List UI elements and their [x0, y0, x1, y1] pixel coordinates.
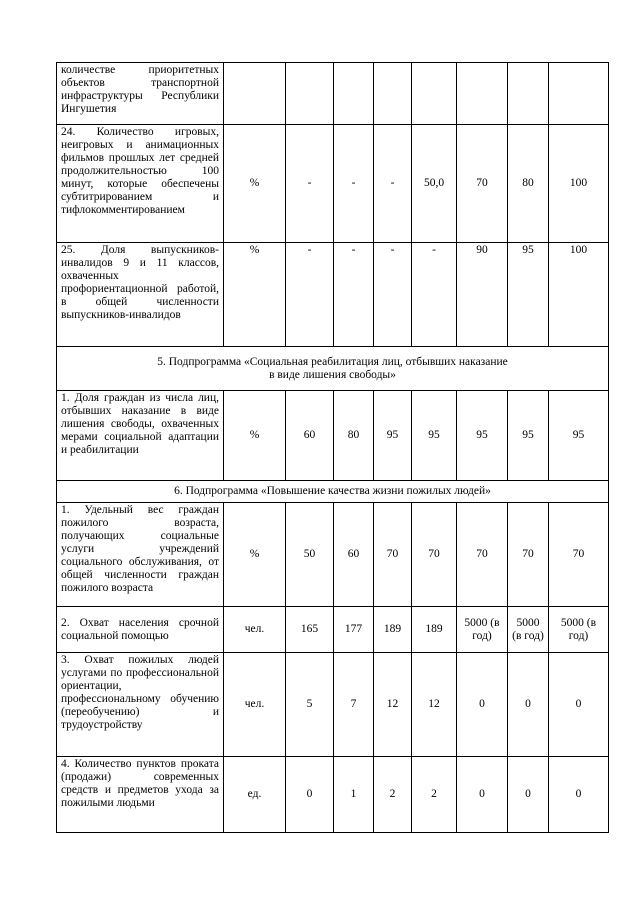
section-heading-row: [57, 347, 609, 391]
unit-cell: ед.: [224, 757, 286, 833]
table-row: [57, 63, 609, 125]
value-cell: 95: [457, 391, 508, 481]
section-6-title: 6. Подпрограмма «Повышение качества жизни пожилых людей»: [57, 481, 609, 503]
value-cell: 0: [457, 757, 508, 833]
value-cell: 0: [549, 757, 609, 833]
value-cell: [374, 63, 412, 125]
table-row: [57, 503, 609, 607]
table-row: [57, 391, 609, 481]
indicator-description: 1. Доля граждан из числа лиц, отбывших наказание в виде лишения свободы, охваченных мерами социальной адаптации и реабилитации: [57, 391, 224, 481]
unit-cell: чел.: [224, 607, 286, 653]
indicator-description: 1. Удельный вес граждан пожилого возраста, получающих социальные услуги учреждений социального обслуживания, от общей численности граждан пожилого возраста: [57, 503, 224, 607]
unit-cell: %: [224, 503, 286, 607]
table-row: [57, 607, 609, 653]
unit-cell: %: [224, 391, 286, 481]
unit-cell: %: [224, 125, 286, 243]
value-cell: -: [334, 243, 374, 347]
value-cell: [286, 63, 334, 125]
value-cell: 95: [549, 391, 609, 481]
value-cell: 60: [286, 391, 334, 481]
section-5-title: 5. Подпрограмма «Социальная реабилитация лиц, отбывших наказание в виде лишения свободы»: [57, 347, 609, 391]
value-cell: [549, 63, 609, 125]
value-cell: 2: [412, 757, 457, 833]
indicator-description: 24. Количество игровых, неигровых и анимационных фильмов прошлых лет средней продолжительностью 100 минут, которые обеспечены субтитрированием и тифлокомментированием: [57, 125, 224, 243]
value-cell: 1: [334, 757, 374, 833]
value-cell: 100: [549, 243, 609, 347]
indicator-description: 4. Количество пунктов проката (продажи) современных средств и предметов ухода за пожилыми людьми: [57, 757, 224, 833]
value-cell: 70: [412, 503, 457, 607]
value-cell: 95: [374, 391, 412, 481]
value-cell: 50: [286, 503, 334, 607]
value-cell: 100: [549, 125, 609, 243]
value-cell: 80: [508, 125, 549, 243]
value-cell: [334, 63, 374, 125]
value-cell: -: [334, 125, 374, 243]
value-cell: 90: [457, 243, 508, 347]
value-cell: -: [374, 125, 412, 243]
value-cell: 5000 (в год): [508, 607, 549, 653]
indicator-description: 3. Охват пожилых людей услугами по профессиональной ориентации, профессиональному обучению (переобучению) и трудоустройству: [57, 653, 224, 757]
value-cell: 7: [334, 653, 374, 757]
value-cell: 50,0: [412, 125, 457, 243]
value-cell: 5: [286, 653, 334, 757]
value-cell: 177: [334, 607, 374, 653]
table-row: [57, 125, 609, 243]
value-cell: 70: [549, 503, 609, 607]
value-cell: 189: [374, 607, 412, 653]
value-cell: 0: [508, 653, 549, 757]
value-cell: 70: [508, 503, 549, 607]
section-heading-row: [57, 481, 609, 503]
value-cell: 0: [286, 757, 334, 833]
value-cell: 0: [457, 653, 508, 757]
indicators-table: [56, 62, 609, 833]
value-cell: [412, 63, 457, 125]
value-cell: 0: [549, 653, 609, 757]
value-cell: 70: [457, 503, 508, 607]
value-cell: [508, 63, 549, 125]
table-row: [57, 757, 609, 833]
value-cell: 60: [334, 503, 374, 607]
value-cell: 5000 (в год): [549, 607, 609, 653]
value-cell: [457, 63, 508, 125]
value-cell: -: [286, 243, 334, 347]
value-cell: 95: [508, 243, 549, 347]
value-cell: 165: [286, 607, 334, 653]
value-cell: 95: [508, 391, 549, 481]
unit-cell: [224, 63, 286, 125]
value-cell: 12: [374, 653, 412, 757]
indicator-description: 25. Доля выпускников-инвалидов 9 и 11 классов, охваченных профориентационной работой, в общей численности выпускников-инвалидов: [57, 243, 224, 347]
value-cell: 189: [412, 607, 457, 653]
table-row: [57, 653, 609, 757]
value-cell: 70: [457, 125, 508, 243]
table-row: [57, 243, 609, 347]
unit-cell: чел.: [224, 653, 286, 757]
value-cell: -: [374, 243, 412, 347]
indicator-description: количестве приоритетных объектов транспортной инфраструктуры Республики Ингушетия: [57, 63, 224, 125]
unit-cell: %: [224, 243, 286, 347]
value-cell: -: [412, 243, 457, 347]
value-cell: 2: [374, 757, 412, 833]
value-cell: -: [286, 125, 334, 243]
indicator-description: 2. Охват населения срочной социальной помощью: [57, 607, 224, 653]
value-cell: 70: [374, 503, 412, 607]
value-cell: 0: [508, 757, 549, 833]
value-cell: 80: [334, 391, 374, 481]
value-cell: 12: [412, 653, 457, 757]
value-cell: 5000 (в год): [457, 607, 508, 653]
value-cell: 95: [412, 391, 457, 481]
